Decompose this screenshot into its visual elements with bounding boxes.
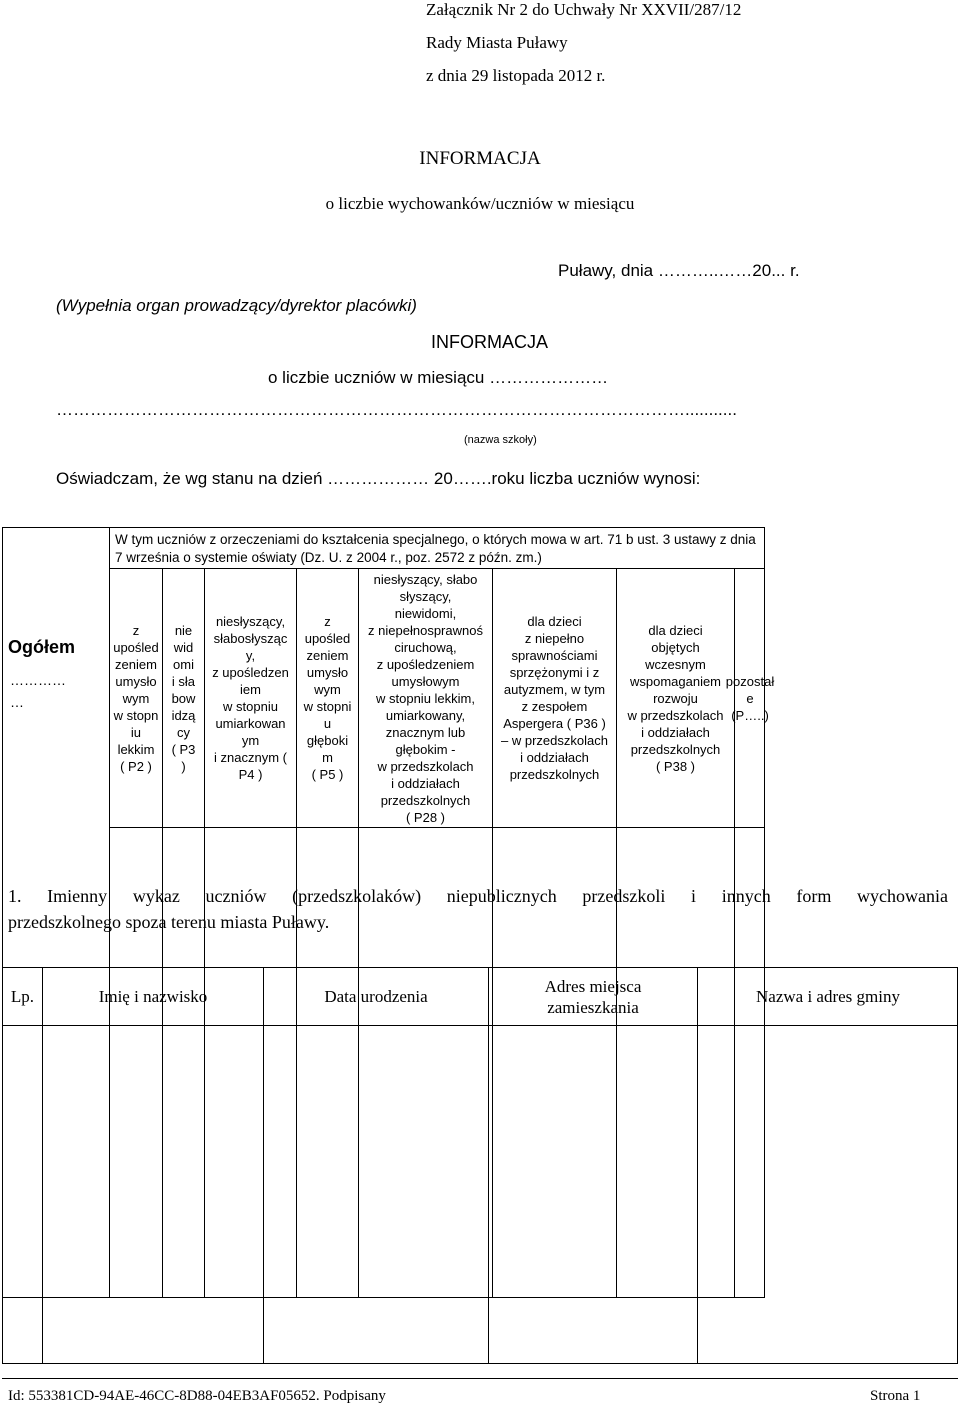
- document-subtitle: o liczbie wychowanków/uczniów w miesiącu: [325, 194, 635, 213]
- column-header-text: [627, 622, 723, 775]
- column-header-line: wspomaganiem: [629, 673, 722, 689]
- column-header-line: pozostał: [725, 673, 775, 689]
- column-header-line: umysło: [306, 665, 349, 680]
- table-header-text: W tym uczniów z orzeczeniami do kształcenia specjalnego, o których mowa w art. 71 b ust. 3 ustawy z dnia 7 września o systemie oświaty (Dz. U. z 2004 r., poz. 2572 z późn. zm.): [115, 532, 756, 565]
- column-header-line: ( P5 ): [311, 767, 344, 782]
- column-header-line: sprawnościami: [511, 648, 598, 663]
- column-p38: [617, 569, 734, 827]
- column-header-line: ( P2 ): [120, 758, 152, 774]
- column-header-line: z zespołem: [521, 699, 588, 714]
- form-subtitle-month-field[interactable]: o liczbie uczniów w miesiącu …………………: [268, 368, 609, 387]
- school-name-label: (nazwa szkoły): [464, 434, 537, 446]
- column-header-line: iem: [240, 682, 261, 697]
- form-title: INFORMACJA: [431, 332, 548, 352]
- column-header-line: znacznym lub: [385, 724, 466, 740]
- column-header-line: zeniem: [115, 656, 157, 672]
- column-header-line: (P…..): [731, 707, 769, 723]
- list-header-lp: Lp.: [10, 986, 35, 1006]
- declaration-text: Oświadczam, że wg stanu na dzień ……………… 20…….roku liczba uczniów wynosi:: [56, 469, 701, 488]
- column-header-line: wid: [173, 639, 194, 655]
- column-header-line: w stopniu lekkim,: [376, 690, 475, 706]
- column-header-line: ym: [241, 733, 260, 748]
- column-header-line: w stopniu: [223, 699, 278, 714]
- list-header-name: Imię i nazwisko: [98, 986, 208, 1006]
- place-date-field[interactable]: Puławy, dnia ………..……20... r.: [558, 261, 800, 280]
- column-header-line: głębokim -: [395, 741, 456, 757]
- column-p28: [359, 569, 492, 827]
- column-header-line: sprzężonymi i z: [509, 665, 600, 680]
- column-header-line: przedszkolnych: [630, 741, 721, 757]
- school-name-field[interactable]: …………………………………………………………………………………………………...........: [56, 400, 737, 419]
- column-header-line: upośled: [113, 639, 159, 655]
- column-header-line: z upośledzen: [212, 665, 289, 680]
- column-header-line: wym: [122, 690, 150, 706]
- column-header-line: i znacznym (: [214, 750, 287, 765]
- list-header-address: Adres miejsca zamieszkania: [544, 976, 642, 1017]
- column-header-line: idzą: [171, 707, 196, 723]
- column-p4: [205, 569, 296, 827]
- column-header-line: niesłyszący,: [215, 614, 286, 629]
- column-p2: [110, 569, 162, 827]
- column-header-line: z niepełnosprawnoś: [368, 622, 483, 638]
- list-cell-name[interactable]: [43, 1027, 263, 1363]
- column-header-line: ( P3: [171, 741, 196, 757]
- column-header-line: w przedszkolach: [377, 758, 474, 774]
- column-header-line: m: [322, 750, 333, 765]
- column-header-line: – w przedszkolach: [501, 733, 608, 748]
- column-header-line: u: [323, 716, 332, 731]
- column-header-line: autyzmem, w tym: [503, 682, 606, 697]
- column-header-line: wym: [314, 682, 341, 697]
- column-header-line: słyszący,: [399, 588, 452, 604]
- column-header-line: głęboki: [306, 733, 349, 748]
- column-header-line: umiarkowany,: [385, 707, 466, 723]
- column-header-line: z niepełno: [524, 631, 585, 646]
- column-header-line: ): [181, 758, 186, 774]
- column-header-text: [368, 571, 483, 826]
- column-header-line: i sła: [171, 673, 196, 689]
- column-header-line: słabosłysząc: [213, 631, 288, 646]
- column-header-line: niesłyszący, słabo: [373, 571, 478, 587]
- column-header-line: cy: [176, 724, 190, 740]
- column-header-line: P4 ): [238, 767, 263, 782]
- column-header-line: nie: [174, 622, 193, 638]
- list-header-birthdate: Data urodzenia: [324, 986, 428, 1006]
- column-header-line: niewidomi,: [394, 605, 457, 621]
- column-p36: [493, 569, 616, 827]
- column-p5: [297, 569, 358, 827]
- column-header-line: z upośledzeniem: [376, 656, 475, 672]
- column-header-text: [172, 622, 196, 775]
- footer-page: Strona 1: [870, 1388, 921, 1404]
- column-header-line: upośled: [304, 631, 351, 646]
- column-header-text: [501, 613, 608, 783]
- list-header-municipality: Nazwa i adres gminy: [756, 986, 900, 1006]
- column-header-line: rozwoju: [653, 690, 698, 706]
- column-header-line: umiarkowan: [215, 716, 286, 731]
- column-header-line: ( P38 ): [655, 758, 695, 774]
- column-header-line: ( P28 ): [405, 809, 445, 825]
- column-header-text: [113, 622, 159, 775]
- column-header-line: lekkim: [117, 741, 155, 757]
- column-header-line: wczesnym: [645, 656, 706, 672]
- header-line-2: Rady Miasta Puławy: [426, 33, 568, 52]
- header-line-3: z dnia 29 listopada 2012 r.: [426, 66, 606, 85]
- column-header-line: i oddziałach: [641, 724, 710, 740]
- document-title: INFORMACJA: [419, 148, 541, 169]
- list-header-divider: [2, 1025, 958, 1026]
- list-cell-municipality[interactable]: [698, 1027, 958, 1363]
- column-header-text: [304, 613, 352, 783]
- column-header-line: iu: [130, 724, 142, 740]
- column-header-line: dla dzieci: [648, 622, 703, 638]
- column-header-line: umysłowym: [391, 673, 460, 689]
- section1-line2: przedszkolnego spoza terenu miasta Puławy.: [8, 912, 330, 932]
- column-header-line: Aspergera ( P36 ): [503, 716, 606, 731]
- column-header-line: w stopni: [303, 699, 352, 714]
- column-header-line: omi: [173, 656, 194, 672]
- list-cell-address[interactable]: [489, 1027, 697, 1363]
- header-line-1: Załącznik Nr 2 do Uchwały Nr XXVII/287/12: [426, 0, 742, 19]
- column-header-line: z: [324, 614, 331, 629]
- column-header-line: w przedszkolach: [627, 707, 724, 723]
- column-header-line: objętych: [651, 639, 700, 655]
- total-value-field[interactable]: …………: [10, 672, 66, 688]
- column-header-line: dla dzieci: [527, 614, 582, 629]
- total-label: Ogółem: [8, 637, 76, 657]
- column-header-line: z: [132, 622, 140, 638]
- footer-id: Id: 553381CD-94AE-46CC-8D88-04EB3AF05652. Podpisany: [8, 1388, 386, 1404]
- column-p3: [163, 569, 204, 827]
- column-header-line: umysło: [115, 673, 157, 689]
- footer-rule: [2, 1378, 958, 1379]
- column-header-line: w stopn: [113, 707, 159, 723]
- column-header-line: e: [746, 690, 754, 706]
- column-header-text: [212, 613, 289, 783]
- fill-note: (Wypełnia organ prowadzący/dyrektor placówki): [56, 296, 417, 315]
- total-value-field-cont: …: [10, 694, 24, 710]
- column-header-line: i oddziałach: [520, 750, 589, 765]
- column-header-line: i oddziałach: [391, 775, 460, 791]
- column-header-line: y,: [245, 648, 256, 663]
- column-other: [725, 569, 775, 827]
- section1-line1: 1. Imienny wykaz uczniów (przedszkolaków) niepublicznych przedszkoli i innych form wychowania: [8, 886, 948, 906]
- list-cell-birthdate[interactable]: [264, 1027, 488, 1363]
- column-header-line: przedszkolnych: [380, 792, 471, 808]
- column-header-line: ciruchową,: [394, 639, 457, 655]
- list-cell-lp[interactable]: [3, 1027, 42, 1363]
- column-header-text: [726, 673, 774, 724]
- column-header-line: bow: [171, 690, 196, 706]
- column-header-line: zeniem: [306, 648, 349, 663]
- column-header-line: przedszkolnych: [509, 767, 600, 782]
